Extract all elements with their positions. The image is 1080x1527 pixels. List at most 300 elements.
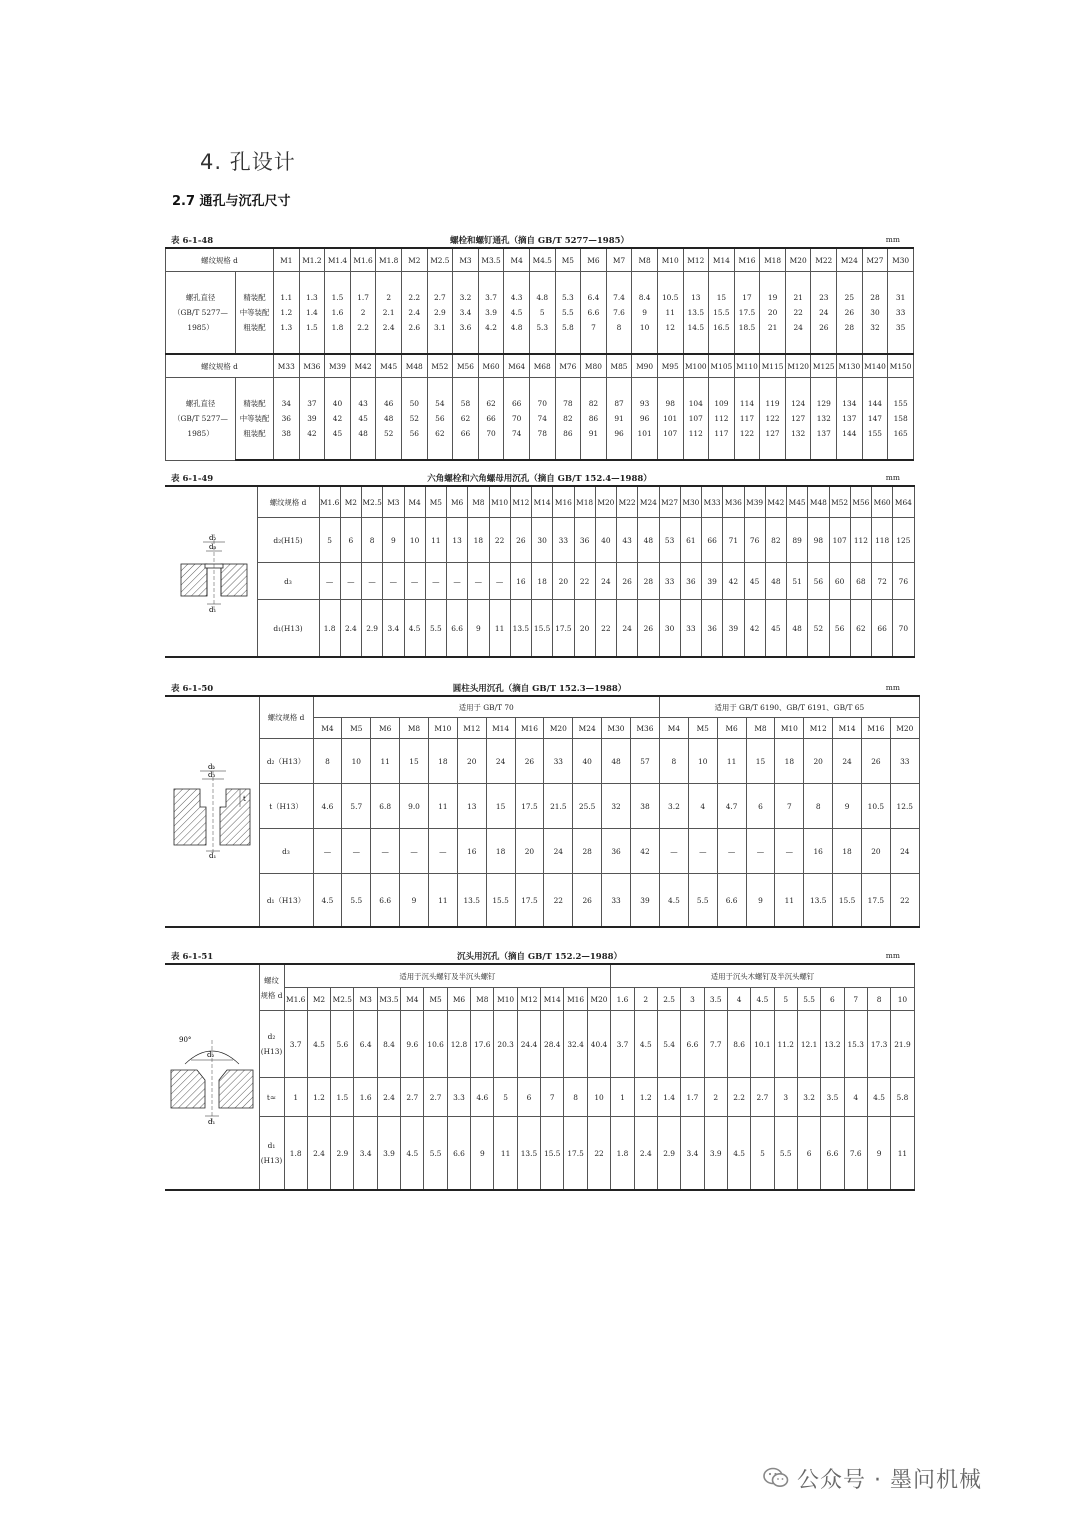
spec-cell: M3.5 — [478, 248, 504, 272]
value-cell: 14.5 — [683, 320, 709, 354]
value-cell: 11 — [428, 874, 457, 928]
spec-cell: M22 — [811, 248, 837, 272]
value-cell: 58 — [453, 378, 479, 412]
value-cell: 11 — [425, 518, 446, 563]
spec-cell: M20 — [587, 988, 611, 1011]
value-cell: 42 — [299, 426, 325, 460]
value-cell: 134 — [837, 378, 863, 412]
spec-cell: 6 — [821, 988, 844, 1011]
value-cell: 39 — [702, 563, 723, 600]
spec-cell: M115 — [760, 354, 786, 378]
value-cell: 15 — [400, 739, 429, 784]
value-cell: 13.5 — [804, 874, 833, 928]
value-cell: 25 — [837, 272, 863, 306]
value-cell: 70 — [504, 411, 530, 426]
spec-cell: M36 — [630, 718, 659, 739]
spec-cell: M60 — [478, 354, 504, 378]
value-cell: 13.5 — [457, 874, 486, 928]
spec-cell: M16 — [861, 718, 890, 739]
value-cell: 12.8 — [447, 1011, 470, 1078]
value-cell: 22 — [587, 1117, 611, 1191]
spec-cell: M27 — [862, 248, 888, 272]
value-cell: 5 — [751, 1117, 774, 1191]
spec-cell: M12 — [683, 248, 709, 272]
value-cell: 104 — [683, 378, 709, 412]
value-cell: 4.3 — [504, 272, 530, 306]
value-cell: 5.5 — [342, 874, 371, 928]
value-cell: 91 — [606, 411, 632, 426]
value-cell: 15 — [746, 739, 775, 784]
hole-diameter-label: 螺孔直径 （GB/T 5277— 1985） — [166, 378, 236, 461]
value-cell: 33 — [602, 874, 631, 928]
value-cell: 38 — [274, 426, 300, 460]
spec-cell: M39 — [325, 354, 351, 378]
value-cell: 74 — [504, 426, 530, 460]
value-cell: 34 — [274, 378, 300, 412]
value-cell: 21.9 — [891, 1011, 914, 1078]
hole-diameter-label: 螺孔直径 （GB/T 5277— 1985） — [166, 272, 236, 355]
value-row — [165, 874, 919, 928]
value-cell: 10 — [404, 518, 425, 563]
value-cell: 1.5 — [331, 1078, 354, 1117]
value-cell: 129 — [811, 378, 837, 412]
value-cell: 6 — [517, 1078, 540, 1117]
value-cell: 70 — [478, 426, 504, 460]
value-cell: 10 — [632, 320, 658, 354]
spec-cell: 4.5 — [751, 988, 774, 1011]
spec-cell: M76 — [555, 354, 581, 378]
spec-cell: M4 — [404, 486, 425, 518]
value-cell: 19 — [760, 272, 786, 306]
spec-cell: M3 — [383, 486, 404, 518]
value-cell: 62 — [478, 378, 504, 412]
table-id: 表 6-1-51 — [171, 952, 214, 962]
value-cell: 57 — [630, 739, 659, 784]
value-cell: 117 — [709, 426, 735, 460]
table-title: 沉头用沉孔（摘自 GB/T 152.2—1988） — [456, 952, 623, 962]
spec-cell: M68 — [529, 354, 555, 378]
value-cell: 40.4 — [587, 1011, 611, 1078]
value-cell: 114 — [734, 378, 760, 412]
value-cell: 6.6 — [681, 1011, 704, 1078]
wechat-icon — [763, 1467, 789, 1495]
spec-cell: M64 — [893, 486, 914, 518]
value-cell: 1.8 — [319, 600, 340, 658]
spec-cell: M27 — [659, 486, 680, 518]
value-cell: 3.4 — [354, 1117, 377, 1191]
value-cell: 22 — [595, 600, 616, 658]
value-cell: 7 — [581, 320, 607, 354]
value-cell: 32.4 — [564, 1011, 587, 1078]
spec-cell: M5 — [425, 486, 446, 518]
value-cell: 28 — [862, 272, 888, 306]
group-header-row — [165, 696, 919, 718]
value-cell: 26 — [638, 600, 659, 658]
value-cell: — — [342, 829, 371, 874]
value-cell: 10.5 — [861, 784, 890, 829]
value-cell: 137 — [811, 426, 837, 460]
row-label: d₃ — [257, 563, 319, 600]
value-cell: 18 — [468, 518, 489, 563]
value-cell: 5 — [494, 1078, 517, 1117]
value-cell: 66 — [453, 426, 479, 460]
value-cell: 22 — [890, 874, 919, 928]
countersink-figure — [165, 964, 259, 1190]
value-cell: 6 — [746, 784, 775, 829]
spec-cell: M6 — [447, 486, 468, 518]
value-cell: 42 — [744, 600, 765, 658]
value-cell: 82 — [555, 411, 581, 426]
value-cell: — — [468, 563, 489, 600]
value-cell: 11 — [371, 739, 400, 784]
value-cell: 3.4 — [383, 600, 404, 658]
value-cell: 11.2 — [774, 1011, 797, 1078]
spec-cell: M4 — [659, 718, 688, 739]
value-cell: 125 — [893, 518, 914, 563]
value-cell: 5.7 — [342, 784, 371, 829]
value-cell: 70 — [893, 600, 914, 658]
value-cell: 54 — [427, 378, 453, 412]
value-cell: 93 — [632, 378, 658, 412]
value-cell: 13 — [457, 784, 486, 829]
table-unit: mm — [885, 951, 900, 960]
value-cell: — — [400, 829, 429, 874]
through-hole-table — [165, 247, 914, 461]
spec-cell: M100 — [683, 354, 709, 378]
value-cell: 112 — [683, 426, 709, 460]
cylinder-counterbore-drawing — [170, 759, 254, 859]
svg-text:d₃: d₃ — [208, 543, 217, 551]
value-cell: 1.8 — [284, 1117, 307, 1191]
value-cell: 52 — [401, 411, 427, 426]
value-cell: 3.2 — [453, 272, 479, 306]
value-cell: 32 — [862, 320, 888, 354]
value-cell: 28 — [638, 563, 659, 600]
value-cell: 147 — [862, 411, 888, 426]
value-cell: 17.5 — [515, 874, 544, 928]
value-cell: 40 — [325, 378, 351, 412]
value-cell: 82 — [765, 518, 786, 563]
hex-counterbore-drawing — [171, 524, 251, 614]
countersink-drawing — [167, 1020, 257, 1130]
value-row — [165, 1011, 914, 1078]
table-6-1-51 — [165, 950, 914, 1191]
value-cell: 5.5 — [774, 1117, 797, 1191]
spec-cell: M120 — [785, 354, 811, 378]
row-label: d₁ (H13) — [259, 1117, 284, 1191]
value-cell: 13.5 — [510, 600, 531, 658]
value-cell: 3.9 — [377, 1117, 400, 1191]
value-cell: 28 — [573, 829, 602, 874]
value-cell: 8 — [659, 739, 688, 784]
value-cell: 7.7 — [704, 1011, 727, 1078]
value-cell: 30 — [862, 305, 888, 320]
spec-cell: M10 — [489, 486, 510, 518]
value-cell: 4 — [688, 784, 717, 829]
spec-cell: M14 — [532, 486, 553, 518]
row-header: 螺纹规格 d — [166, 354, 274, 378]
spec-cell: M42 — [350, 354, 376, 378]
value-cell: 22 — [544, 874, 573, 928]
value-cell: 24 — [833, 739, 862, 784]
value-cell: 1.7 — [350, 272, 376, 306]
value-cell: 39 — [723, 600, 744, 658]
fit-row — [166, 378, 914, 412]
value-cell: 23 — [811, 272, 837, 306]
value-cell: 52 — [808, 600, 829, 658]
spec-cell: M85 — [606, 354, 632, 378]
value-cell: — — [425, 563, 446, 600]
value-cell: 16 — [510, 563, 531, 600]
spec-cell: M18 — [574, 486, 595, 518]
spec-cell: M14 — [833, 718, 862, 739]
value-cell: 45 — [350, 411, 376, 426]
value-cell: 18 — [833, 829, 862, 874]
value-cell: 2.4 — [340, 600, 361, 658]
spec-cell: M6 — [717, 718, 746, 739]
spec-cell: M5 — [688, 718, 717, 739]
table-id: 表 6-1-50 — [171, 684, 214, 694]
value-cell: 122 — [734, 426, 760, 460]
value-cell: 3.2 — [659, 784, 688, 829]
value-cell: 4.7 — [717, 784, 746, 829]
value-cell: 1.2 — [274, 305, 300, 320]
value-cell: 144 — [837, 426, 863, 460]
value-cell: 21 — [760, 320, 786, 354]
spec-cell: M6 — [581, 248, 607, 272]
spec-cell: 7 — [844, 988, 867, 1011]
value-cell: 11 — [428, 784, 457, 829]
value-cell: 2.4 — [307, 1117, 330, 1191]
spec-cell: M4.5 — [529, 248, 555, 272]
value-cell: 24.4 — [517, 1011, 540, 1078]
spec-cell: M150 — [888, 354, 914, 378]
spec-cell: M6 — [447, 988, 470, 1011]
value-cell: 72 — [872, 563, 893, 600]
spec-cell: M5 — [342, 718, 371, 739]
value-cell: 6 — [797, 1117, 820, 1191]
value-cell: 3.4 — [453, 305, 479, 320]
value-cell: 26 — [837, 305, 863, 320]
value-cell: 7 — [541, 1078, 564, 1117]
value-cell: 4.5 — [867, 1078, 890, 1117]
value-cell: 5 — [529, 305, 555, 320]
value-cell: 18 — [532, 563, 553, 600]
watermark-text: 公众号 · 墨问机械 — [797, 1468, 982, 1493]
value-cell: 5.5 — [424, 1117, 447, 1191]
value-cell: 45 — [325, 426, 351, 460]
spec-cell: 5 — [774, 988, 797, 1011]
fit-row — [166, 320, 914, 354]
spec-cell: 3 — [681, 988, 704, 1011]
spec-cell: M4 — [313, 718, 342, 739]
spec-cell: M48 — [401, 354, 427, 378]
spec-cell: M56 — [453, 354, 479, 378]
spec-cell: M12 — [510, 486, 531, 518]
value-cell: 4.5 — [313, 874, 342, 928]
value-cell: 24 — [595, 563, 616, 600]
fit-row — [166, 272, 914, 306]
value-cell: 13 — [683, 272, 709, 306]
spec-cell: M2 — [307, 988, 330, 1011]
value-cell: 15.5 — [541, 1117, 564, 1191]
value-cell: 3.7 — [284, 1011, 307, 1078]
value-cell: — — [489, 563, 510, 600]
value-cell: 6.4 — [581, 272, 607, 306]
value-cell: 8 — [804, 784, 833, 829]
value-cell: 2.9 — [331, 1117, 354, 1191]
value-cell: 1 — [284, 1078, 307, 1117]
value-cell: 56 — [829, 600, 850, 658]
value-cell: 22 — [574, 563, 595, 600]
value-cell: 8.4 — [632, 272, 658, 306]
spec-cell: M22 — [617, 486, 638, 518]
value-cell: 45 — [765, 600, 786, 658]
fit-label: 中等装配 — [236, 411, 274, 426]
value-cell: 89 — [787, 518, 808, 563]
value-cell: 2.6 — [401, 320, 427, 354]
value-cell: 26 — [861, 739, 890, 784]
value-cell: 15.5 — [486, 874, 515, 928]
value-cell: 74 — [529, 411, 555, 426]
value-cell: 36 — [702, 600, 723, 658]
spec-cell: M8 — [468, 486, 489, 518]
value-cell: 86 — [555, 426, 581, 460]
value-cell: 98 — [657, 378, 683, 412]
table-caption — [165, 234, 914, 247]
table-id: 表 6-1-48 — [171, 236, 214, 246]
group-header: 适用于 GB/T 6190、GB/T 6191、GB/T 65 — [659, 696, 919, 718]
table-6-1-49 — [165, 472, 914, 658]
spec-cell: M4 — [401, 988, 424, 1011]
value-cell: 32 — [602, 784, 631, 829]
watermark — [763, 1463, 982, 1495]
value-cell: 28.4 — [541, 1011, 564, 1078]
value-cell: 1.5 — [299, 320, 325, 354]
spec-cell: M24 — [573, 718, 602, 739]
spec-cell: M20 — [890, 718, 919, 739]
value-cell: 17.6 — [471, 1011, 494, 1078]
spec-cell: M90 — [632, 354, 658, 378]
value-cell: 132 — [811, 411, 837, 426]
value-cell: 5.4 — [657, 1011, 680, 1078]
spec-cell: M2.5 — [427, 248, 453, 272]
value-cell: 9.0 — [400, 784, 429, 829]
counterbore-figure — [165, 696, 259, 927]
value-cell: 42 — [723, 563, 744, 600]
fit-label: 中等装配 — [236, 305, 274, 320]
value-cell: 36 — [602, 829, 631, 874]
value-cell: 158 — [888, 411, 914, 426]
spec-cell: 1.6 — [611, 988, 634, 1011]
row-label: d₁（H13） — [259, 874, 313, 928]
value-cell: 118 — [872, 518, 893, 563]
spec-cell: M2 — [340, 486, 361, 518]
spec-cell: M105 — [709, 354, 735, 378]
value-cell: 6.6 — [717, 874, 746, 928]
value-cell: 8.4 — [377, 1011, 400, 1078]
value-cell: 24 — [486, 739, 515, 784]
value-cell: 39 — [630, 874, 659, 928]
spec-cell: 3.5 — [704, 988, 727, 1011]
value-cell: 1.8 — [325, 320, 351, 354]
spec-cell: M14 — [486, 718, 515, 739]
spec-cell: M6 — [371, 718, 400, 739]
value-cell: 5.3 — [529, 320, 555, 354]
value-cell: 2 — [704, 1078, 727, 1117]
value-cell: 4.6 — [313, 784, 342, 829]
value-cell: 30 — [659, 600, 680, 658]
row-label: t（H13） — [259, 784, 313, 829]
spec-cell: M8 — [632, 248, 658, 272]
value-cell: 62 — [427, 426, 453, 460]
spec-cell: M10 — [428, 718, 457, 739]
value-cell: 2.4 — [634, 1117, 657, 1191]
value-cell: 18 — [486, 829, 515, 874]
fit-label: 粗装配 — [236, 320, 274, 354]
value-cell: 10 — [587, 1078, 611, 1117]
value-cell: 1.5 — [325, 272, 351, 306]
value-cell: 26 — [573, 874, 602, 928]
spec-cell: M12 — [457, 718, 486, 739]
value-cell: 70 — [529, 378, 555, 412]
value-cell: 20 — [457, 739, 486, 784]
spec-cell: 10 — [891, 988, 914, 1011]
value-cell: 11 — [489, 600, 510, 658]
value-cell: 24 — [890, 829, 919, 874]
fit-label: 精装配 — [236, 378, 274, 412]
value-cell: 20 — [574, 600, 595, 658]
value-cell: 56 — [401, 426, 427, 460]
spec-cell: M16 — [564, 988, 587, 1011]
value-cell: 7.6 — [844, 1117, 867, 1191]
value-cell: 4 — [844, 1078, 867, 1117]
value-cell: — — [447, 563, 468, 600]
spec-cell: M60 — [872, 486, 893, 518]
spec-cell: 8 — [867, 988, 890, 1011]
value-cell: 46 — [376, 378, 402, 412]
fit-label: 精装配 — [236, 272, 274, 306]
value-cell: — — [340, 563, 361, 600]
value-cell: 48 — [765, 563, 786, 600]
value-cell: 1.6 — [354, 1078, 377, 1117]
value-cell: 9 — [632, 305, 658, 320]
table-caption — [165, 682, 914, 695]
value-cell: 62 — [850, 600, 871, 658]
value-cell: 1.2 — [634, 1078, 657, 1117]
value-cell: 18 — [775, 739, 804, 784]
spec-cell: M2.5 — [362, 486, 383, 518]
value-cell: 3.3 — [447, 1078, 470, 1117]
spec-cell: M45 — [376, 354, 402, 378]
row-label: d₁(H13) — [257, 600, 319, 658]
value-row — [165, 518, 914, 563]
value-cell: 1.7 — [681, 1078, 704, 1117]
spec-cell: M7 — [606, 248, 632, 272]
value-cell: 5.6 — [331, 1011, 354, 1078]
value-cell: 21 — [785, 272, 811, 306]
svg-text:d₁: d₁ — [207, 1117, 216, 1126]
value-cell: 3.9 — [478, 305, 504, 320]
value-cell: 10.6 — [424, 1011, 447, 1078]
spec-cell: 2 — [634, 988, 657, 1011]
value-cell: 24 — [617, 600, 638, 658]
spec-cell: M8 — [746, 718, 775, 739]
table-caption — [165, 472, 914, 485]
group-header: 适用于沉头木螺钉及半沉头螺钉 — [611, 964, 914, 988]
spec-cell: M8 — [400, 718, 429, 739]
row-label: d₃ — [259, 829, 313, 874]
